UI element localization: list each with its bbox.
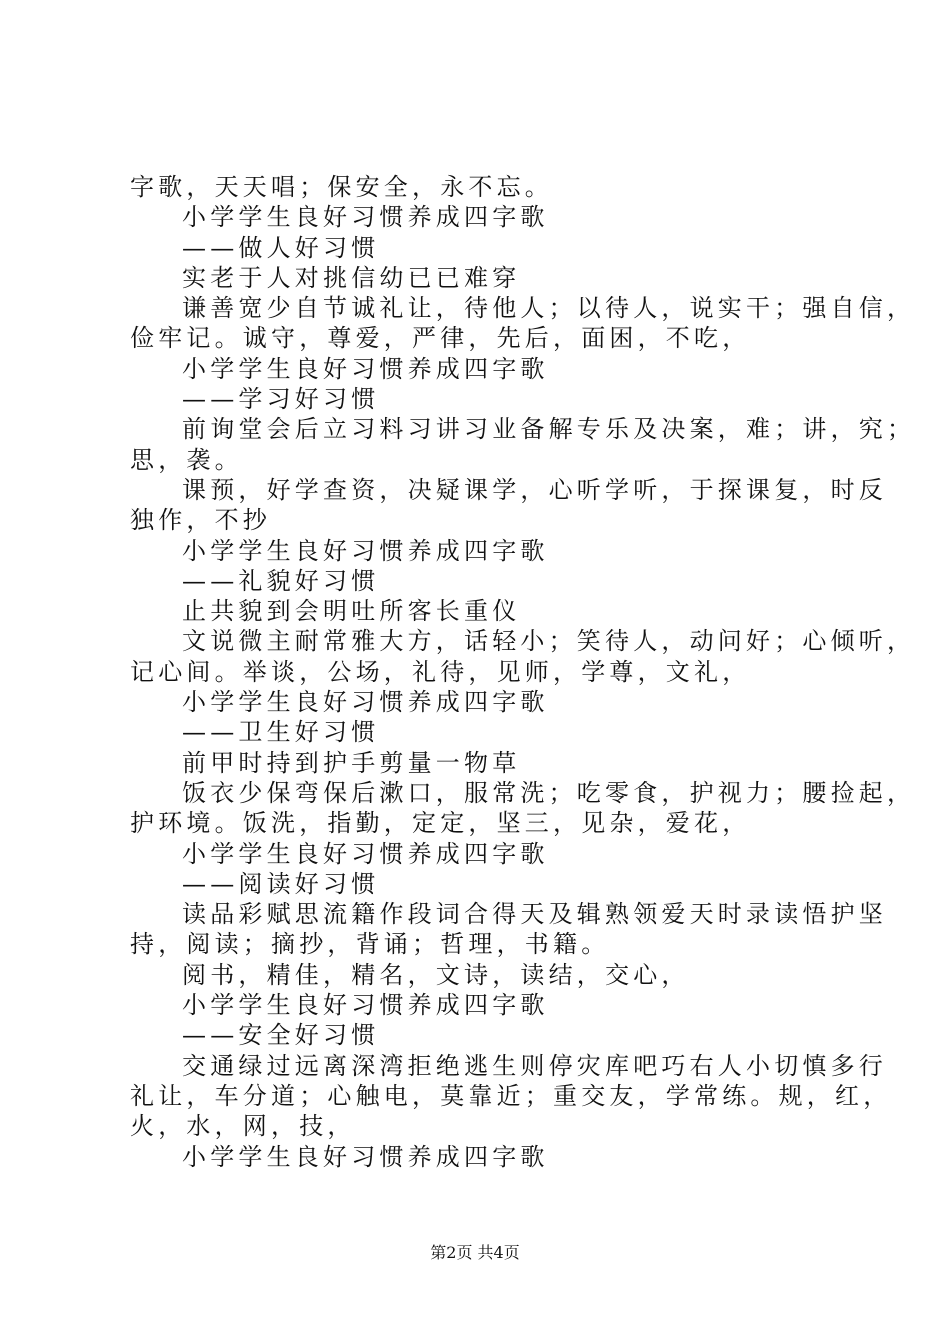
text-line: 交通绿过远离深湾拒绝逃生则停灾库吧巧右人小切慎多行 — [182, 1051, 887, 1080]
text-line: ——做人好习惯 — [182, 233, 380, 262]
text-line: 读品彩赋思流籍作段词合得天及辑熟领爱天时录读悟护坚 — [182, 900, 887, 929]
text-line: 独作，不抄 — [130, 506, 271, 535]
text-line: 小学学生良好习惯养成四字歌 — [182, 991, 549, 1020]
text-line: 止共貌到会明吐所客长重仪 — [182, 597, 521, 626]
text-line: ——阅读好习惯 — [182, 869, 380, 898]
text-line: 文说微主耐常雅大方，话轻小；笑待人，动问好；心倾听， — [182, 627, 916, 656]
text-line: 饭衣少保弯保后漱口，服常洗；吃零食，护视力；腰捡起， — [182, 778, 916, 807]
text-line: 小学学生良好习惯养成四字歌 — [182, 688, 549, 717]
text-line: 火，水，网，技， — [130, 1112, 356, 1141]
text-line: 小学学生良好习惯养成四字歌 — [182, 839, 549, 868]
text-line: ——学习好习惯 — [182, 385, 380, 414]
text-line: 记心间。举谈，公场，礼待，见师，学尊，文礼， — [130, 657, 751, 686]
text-line: ——安全好习惯 — [182, 1021, 380, 1050]
text-line: 护环境。饭洗，指勤，定定，坚三，见杂，爱花， — [130, 809, 751, 838]
document-body — [130, 172, 916, 1172]
text-line: 小学学生良好习惯养成四字歌 — [182, 1142, 549, 1171]
text-line: 前甲时持到护手剪量一物草 — [182, 748, 521, 777]
text-line: 前询堂会后立习料习讲习业备解专乐及决案，难；讲，究； — [182, 415, 916, 444]
text-line: ——卫生好习惯 — [182, 718, 380, 747]
text-line: 小学学生良好习惯养成四字歌 — [182, 203, 549, 232]
text-line: 小学学生良好习惯养成四字歌 — [182, 536, 549, 565]
text-line: 持，阅读；摘抄，背诵；哲理，书籍。 — [130, 930, 610, 959]
text-line: 思，袭。 — [130, 445, 243, 474]
text-line: 阅书，精佳，精名，文诗，读结，交心， — [182, 960, 690, 989]
text-line: 谦善宽少自节诚礼让，待他人；以待人，说实干；强自信， — [182, 294, 916, 323]
text-line: 字歌，天天唱；保安全，永不忘。 — [130, 173, 553, 201]
text-line: ——礼貌好习惯 — [182, 566, 380, 595]
text-line: 实老于人对挑信幼已已难穿 — [182, 263, 521, 292]
text-line: 俭牢记。诚守，尊爱，严律，先后，面困，不吃， — [130, 324, 751, 353]
text-line: 课预，好学查资，决疑课学，心听学听，于探课复，时反 — [182, 475, 887, 504]
text-line: 小学学生良好习惯养成四字歌 — [182, 354, 549, 383]
text-line: 礼让，车分道；心触电，莫靠近；重交友，学常练。规，红， — [130, 1081, 892, 1110]
page-footer: 第2页 共4页 — [430, 1243, 520, 1262]
